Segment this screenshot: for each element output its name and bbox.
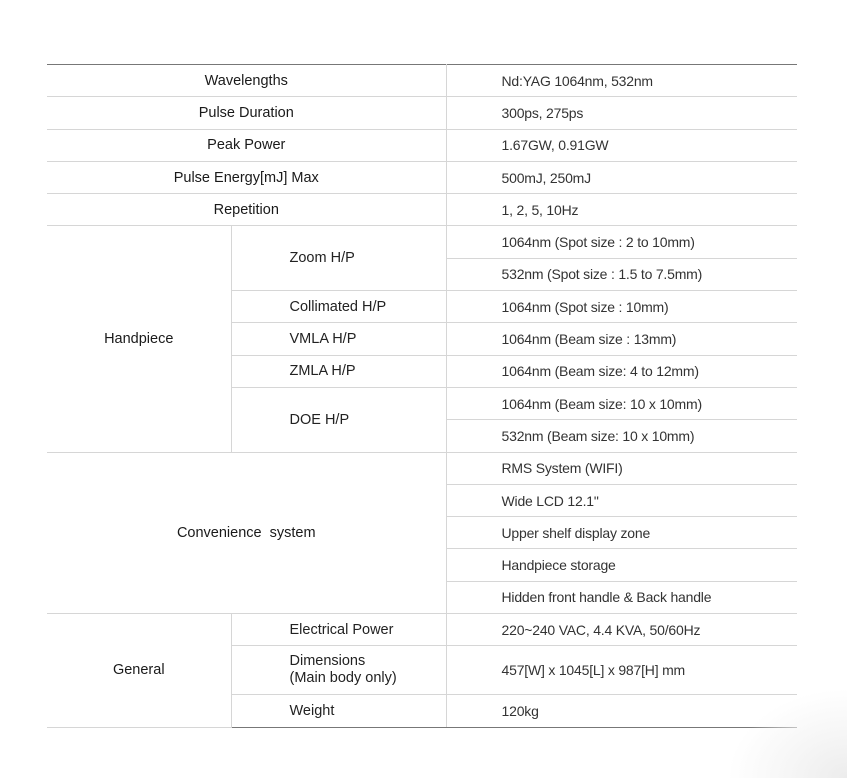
table-row xyxy=(47,65,797,97)
wavelengths-value: Nd:YAG 1064nm, 532nm xyxy=(446,65,797,97)
repetition-value: 1, 2, 5, 10Hz xyxy=(446,194,797,226)
table-row xyxy=(47,161,797,193)
pulse-energy-label: Pulse Energy[mJ] Max xyxy=(47,161,446,193)
weight-label: Weight xyxy=(231,695,446,727)
convenience-value-handle: Hidden front handle & Back handle xyxy=(446,581,797,613)
zmla-hp-label: ZMLA H/P xyxy=(231,355,446,387)
pulse-energy-value: 500mJ, 250mJ xyxy=(446,161,797,193)
doe-hp-value-532: 532nm (Beam size: 10 x 10mm) xyxy=(446,420,797,452)
collimated-hp-value: 1064nm (Spot size : 10mm) xyxy=(446,291,797,323)
vmla-hp-label: VMLA H/P xyxy=(231,323,446,355)
peak-power-label: Peak Power xyxy=(47,129,446,161)
collimated-hp-label: Collimated H/P xyxy=(231,291,446,323)
pulse-duration-label: Pulse Duration xyxy=(47,97,446,129)
convenience-value-storage: Handpiece storage xyxy=(446,549,797,581)
dimensions-label xyxy=(231,646,446,695)
electrical-power-value: 220~240 VAC, 4.4 KVA, 50/60Hz xyxy=(446,614,797,646)
convenience-system-label: Convenience system xyxy=(47,452,446,613)
zmla-hp-value: 1064nm (Beam size: 4 to 12mm) xyxy=(446,355,797,387)
dimensions-label-line2: (Main body only) xyxy=(289,670,397,687)
vmla-hp-value: 1064nm (Beam size : 13mm) xyxy=(446,323,797,355)
general-group-label: General xyxy=(47,614,231,728)
zoom-hp-label: Zoom H/P xyxy=(231,226,446,291)
convenience-value-rms: RMS System (WIFI) xyxy=(446,452,797,484)
weight-value: 120kg xyxy=(446,695,797,727)
zoom-hp-value-1064: 1064nm (Spot size : 2 to 10mm) xyxy=(446,226,797,258)
convenience-value-lcd: Wide LCD 12.1" xyxy=(446,484,797,516)
doe-hp-value-1064: 1064nm (Beam size: 10 x 10mm) xyxy=(446,387,797,419)
table-row xyxy=(47,129,797,161)
wavelengths-label: Wavelengths xyxy=(47,65,446,97)
electrical-power-label: Electrical Power xyxy=(231,614,446,646)
handpiece-group-label: Handpiece xyxy=(47,226,231,452)
table-row xyxy=(47,194,797,226)
zoom-hp-value-532: 532nm (Spot size : 1.5 to 7.5mm) xyxy=(446,258,797,290)
pulse-duration-value: 300ps, 275ps xyxy=(446,97,797,129)
doe-hp-label: DOE H/P xyxy=(231,387,446,452)
peak-power-value: 1.67GW, 0.91GW xyxy=(446,129,797,161)
table-row xyxy=(47,97,797,129)
table-row xyxy=(47,452,797,484)
convenience-value-shelf: Upper shelf display zone xyxy=(446,517,797,549)
dimensions-value: 457[W] x 1045[L] x 987[H] mm xyxy=(446,646,797,695)
table-row xyxy=(47,614,797,646)
dimensions-label-line1: Dimensions xyxy=(289,653,366,670)
specification-table xyxy=(47,64,797,728)
repetition-label: Repetition xyxy=(47,194,446,226)
table-row xyxy=(47,226,797,258)
